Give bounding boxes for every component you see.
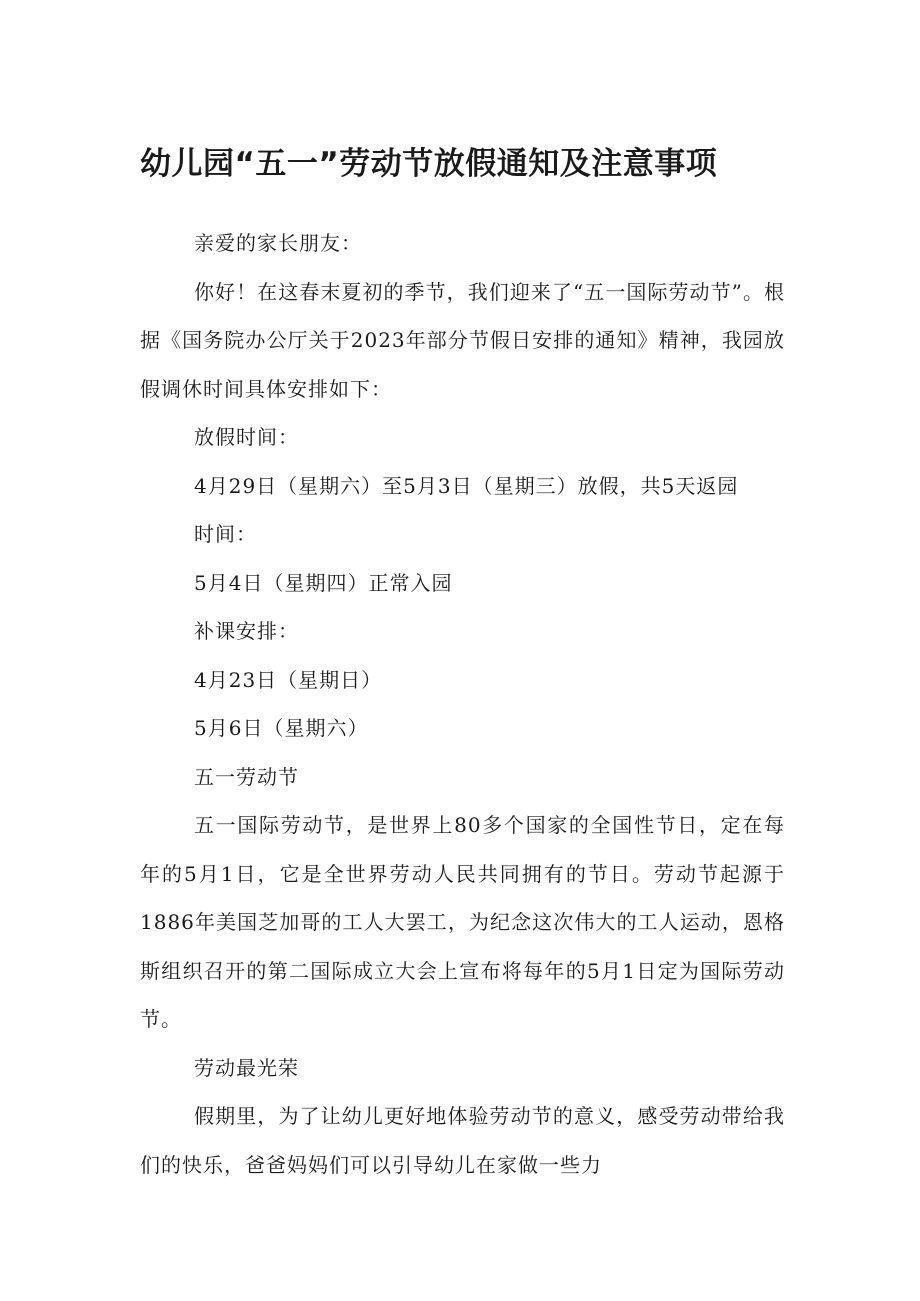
labor-glory-heading: 劳动最光荣: [194, 1055, 299, 1080]
makeup-heading: 补课安排：: [194, 619, 299, 643]
document-body: [140, 219, 785, 1189]
holiday-time-heading: 放假时间：: [194, 425, 299, 449]
makeup-date-2: 5月6日（星期六）: [194, 716, 369, 740]
holiday-activity-paragraph: 假期里，为了让幼儿更好地体验劳动节的意义，感受劳动带给我们的快乐，爸爸妈妈们可以引导幼儿在家做一些力: [140, 1104, 785, 1177]
return-date: 5月4日（星期四）正常入园: [194, 570, 453, 595]
document-title: 幼儿园“五一”劳动节放假通知及注意事项: [140, 146, 718, 182]
labor-day-paragraph: 五一国际劳动节，是世界上80多个国家的全国性节日，定在每年的5月1日，它是全世界劳动人民共同拥有的节日。劳动节起源于1886年美国芝加哥的工人大罢工，为纪念这次伟大的工人运动，恩格斯组织召开的第二国际成立大会上宣布将每年的5月1日定为国际劳动节。: [140, 813, 785, 1031]
labor-day-heading: 五一劳动节: [194, 764, 299, 789]
return-time-heading: 时间：: [194, 522, 257, 546]
makeup-date-1: 4月23日（星期日）: [194, 667, 383, 692]
holiday-dates: 4月29日（星期六）至5月3日（星期三）放假，共5天返园: [194, 473, 739, 498]
salutation: 亲爱的家长朋友：: [194, 231, 362, 255]
greeting-paragraph: 你好！在这春末夏初的季节，我们迎来了“五一国际劳动节”。根据《国务院办公厅关于2023年部分节假日安排的通知》精神，我园放假调休时间具体安排如下：: [140, 279, 785, 401]
